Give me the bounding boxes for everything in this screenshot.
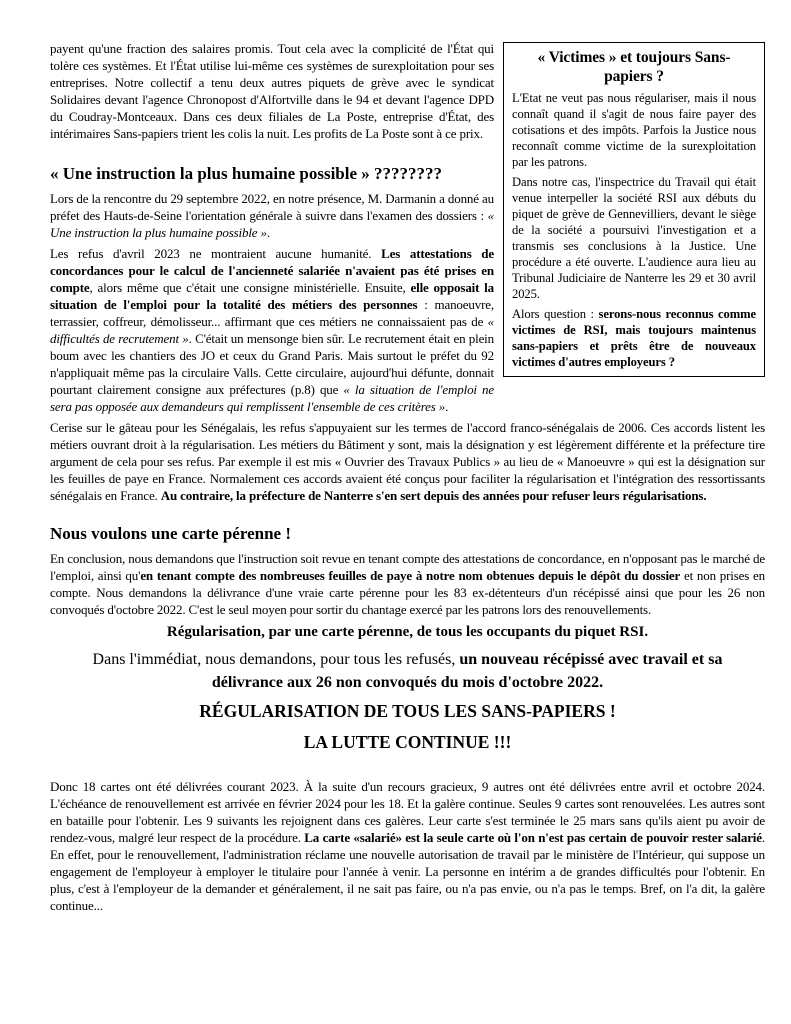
slogan-lutte-continue: LA LUTTE CONTINUE !!!: [303, 732, 512, 752]
paragraph-darmanin: Lors de la rencontre du 29 septembre 2022, en notre présence, M. Darmanin a donné au préfet des Hauts-de-Seine l'orientation générale à suivre dans l'examen des dossiers : « Une instruction la plus humaine possible ».: [50, 191, 494, 240]
paragraph-update-cartes: Donc 18 cartes ont été délivrées courant 2023. À la suite d'un recours gracieux, 9 autres ont été délivrées entre avril et octobre 2024. L'échéance de renouvellement est arrivée en février 2024 pour les 18. Et la galère continue. Seules 9 cartes sont renouvelées. Les autres sont en bataille pour l'obtenir. Les 9 suivants les rejoignent dans ces galères. Leur carte s'est terminée le 25 mars sans qu'ils aient pu avoir de rendez-vous, malgré leur respect de la procédure. La carte «salarié» est la seule carte où l'on n'est pas certain de pouvoir rester salarié. En effet, pour le renouvellement, l'administration réclame une nouvelle autorisation de travail par le ministère de l'Intérieur, qui suppose un engagement de l'employeur à employer le titulaire pour l'année à venir. La personne en intérim a de grandes difficultés pour l'obtenir. En plus, c'est à l'employeur de la demander et généralement, il ne sait pas faire, ou n'a pas envie, ou n'a pas le temps. Bref, on l'a dit, la galère continue...: [50, 779, 766, 913]
section-heading-instruction: « Une instruction la plus humaine possible » ????????: [50, 164, 443, 183]
sidebar-box-paragraph-etat: L'Etat ne veut pas nous régulariser, mais il nous connaît quand il s'agit de nous faire payer des cotisations et des impôts. Parfois la Justice nous reconnaît comme victime de la surexploitation par les patrons.: [512, 91, 756, 169]
sidebar-box-title: « Victimes » et toujours Sans-papiers ?: [537, 49, 731, 85]
slogan-regularisation-carte-perenne: Régularisation, par une carte pérenne, de tous les occupants du piquet RSI.: [166, 624, 649, 640]
paragraph-conclusion: En conclusion, nous demandons que l'instruction soit revue en tenant compte des attestations de concordance, en n'opposant pas le marché de l'emploi, ainsi qu'en tenant compte des nombreuses feuilles de paye à notre nom obtenues depuis le dépôt du dossier et non prises en compte. Nous demandons la délivrance d'une vraie carte pérenne pour les 83 ex-détenteurs d'un récépissé ainsi que pour les 26 non convoqués d'octobre 2022. C'est le seul moyen pour sortir du chantage exercé par les patrons lors des renouvellements.: [50, 551, 766, 617]
slogan-regularisation-tous: RÉGULARISATION DE TOUS LES SANS-PAPIERS !: [199, 701, 616, 721]
intro-paragraph: payent qu'une fraction des salaires promis. Tout cela avec la complicité de l'État qui tolère ces systèmes. Et l'État utilise lui-même ces systèmes de surexploitation pour ses entreprises. Notre collectif a tenu deux autres piquets de grève avec le syndicat Solidaires devant l'agence Chronopost d'Alfortville dans le 94 et devant l'agence DPD du Coudray-Montceaux. Dans ces deux filiales de La Poste, entreprise d'État, des intérimaires Sans-papiers trient les colis la nuit. Les profits de La Poste sont à ce prix.: [50, 41, 494, 141]
sidebar-box: [503, 42, 765, 377]
slogan-nouveau-recepisse: Dans l'immédiat, nous demandons, pour tous les refusés, un nouveau récépissé avec travail et sa délivrance aux 26 non convoqués du mois d'octobre 2022.: [92, 651, 723, 691]
paragraph-accord-senegalais: Cerise sur le gâteau pour les Sénégalais, les refus s'appuyaient sur les termes de l'accord franco-sénégalais de 2006. Ces accords listent les métiers ouvrant droit à la régularisation. Les métiers du Bâtiment y sont, mais la désignation y est légèrement différente et la préfecture tire argument de cela pour ses refus. Par exemple il est mis « Ouvrier des Travaux Publics » au lieu de « Manoeuvre » qui est la désignation sur les feuilles de paye en France. Normalement ces accords avaient été conçus pour faciliter la régularisation et l'intégration des ressortissants sénégalais en France. Au contraire, la préfecture de Nanterre s'en sert depuis des années pour refuser leurs régularisations.: [50, 420, 765, 503]
paragraph-refus-avril: Les refus d'avril 2023 ne montraient aucune humanité. Les attestations de concordances pour le calcul de l'ancienneté salariée n'avaient pas été prises en compte, alors même que c'était une consigne ministérielle. Ensuite, elle opposait la situation de l'emploi pour la totalité des métiers des personnes : manoeuvre, terrassier, coffreur, démolisseur... affirmant que ces métiers ne connaissaient pas de « difficultés de recrutement ». C'était un mensonge bien sûr. Le recrutement était en plein boum avec les chantiers des JO et ceux du Grand Paris. Mais surtout le préfet du 92 n'appliquait même pas la circulaire Valls. Cette circulaire, aujourd'hui défunte, donnait pourtant clairement consigne aux préfectures (p.8) que « la situation de l'emploi ne sera pas opposée aux demandeurs qui remplissent l'ensemble de ces critères ».: [50, 246, 494, 414]
section-heading-carte-perenne: Nous voulons une carte pérenne !: [50, 524, 291, 543]
sidebar-box-paragraph-question: Alors question : serons-nous reconnus comme victimes de RSI, mais toujours maintenus sans-papiers et prêts être de nouveaux victimes d'autres employeurs ?: [512, 307, 756, 369]
sidebar-box-paragraph-inspectrice: Dans notre cas, l'inspectrice du Travail qui était venue interpeller la société RSI aux débuts du piquet de grève de Gennevilliers, devant le siège de la société a poursuivi l'investigation et a transmis ses conclusions à la Justice. Une procédure a été ouverte. L'audience aura lieu au Tribunal Judiciaire de Nanterre les 29 et 30 avril 2025.: [512, 175, 756, 301]
